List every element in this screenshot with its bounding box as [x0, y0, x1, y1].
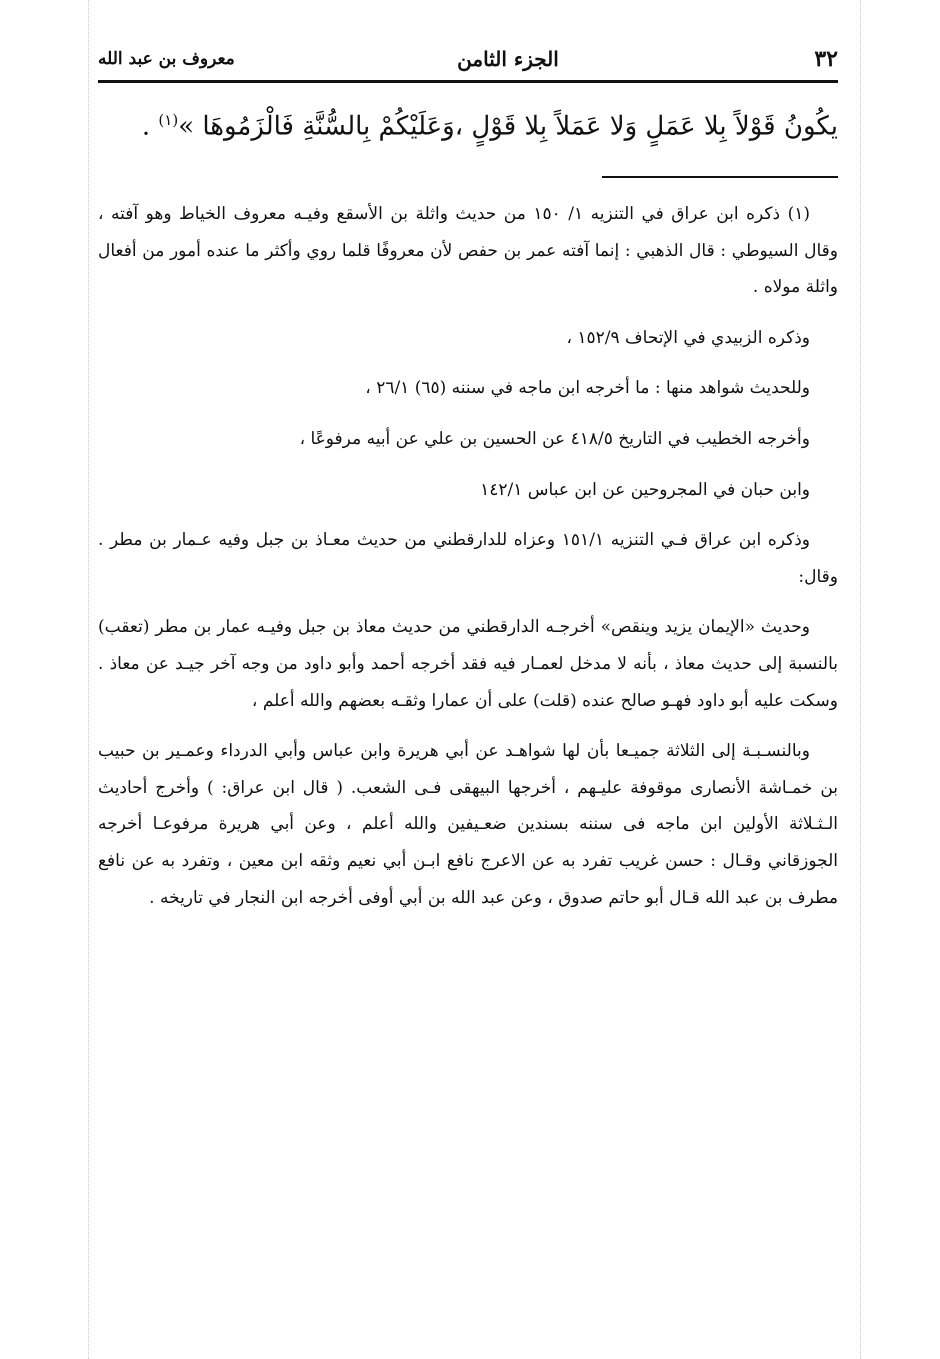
footnote-paragraph: وذكره ابن عراق فـي التنزيه ١٥١/١ وعزاه للدارقطني من حديث معـاذ بن جبل وفيه عـمار بن مطر . وقال:: [98, 530, 838, 587]
footnote-marker: (١): [158, 111, 179, 129]
footnote-paragraph: وابن حبان في المجروحين عن ابن عباس ١٤٢/١: [480, 479, 810, 500]
footnote-separator: [602, 176, 838, 178]
page-number: ٣٢: [814, 46, 838, 72]
part-title: الجزء الثامن: [457, 47, 559, 71]
margin-dotted-line-left: [88, 0, 89, 1359]
main-text-line: يكُونُ قَوْلاً بِلا عَمَلٍ وَلا عَمَلاً بِلا قَوْلٍ ،وَعَلَيْكُمْ بِالسُّنَّةِ فَالْزَمُوهَا »: [178, 111, 838, 142]
margin-dotted-line-right: [860, 0, 861, 1359]
main-text-end: .: [141, 111, 159, 142]
footnote-paragraph: وللحديث شواهد منها : ما أخرجه ابن ماجه في سننه (٦٥) ٢٦/١ ،: [365, 378, 810, 399]
footnote-paragraph: وذكره الزبيدي في الإتحاف ١٥٢/٩ ،: [566, 327, 810, 348]
main-text: [98, 95, 838, 152]
footnote-paragraph: (١) ذكره ابن عراق في التنزيه ١/ ١٥٠ من حديث واثلة بن الأسقع وفيـه معروف الخياط وهو آفته ، وقال السيوطي : قال الذهبي : إنما آفته عمر بن حفص لأن معروفًا قلما روي وأكثر ما عنده أمور من أفعال واثلة مولاه .: [98, 204, 838, 298]
footnote-paragraph: وبالنسـبـة إلى الثلاثة جميـعا بأن لها شواهـد عن أبي هريرة وابن عباس وأبي الدرداء وعمـير بن حبيب بن خمـاشة الأنصارى موقوفة عليـهم ، أخرجها البيهقى فـى الشعب. ( قال ابن عراق: ) وأخرج أحاديث الـثـلاثة الأولين ابن ماجه فى سننه بسندين ضعـيفين والله أعلم ، وعن أبي هريرة مرفوعـا أخرجه الجوزقاني وقـال : حسن غريب تفرد به عن الاعرج نافع ابـن أبي نعيم وثقه ابن معين ، وتفرد به عن نافع مطرف بن عبد الله قـال أبو حاتم صدوق ، وعن عبد الله بن أبي أوفى أخرجه ابن النجار في تاريخه .: [98, 741, 838, 908]
footnote-paragraph: وحديث «الإيمان يزيد وينقص» أخرجـه الدارقطني من حديث معاذ بن جبل وفيـه عمار بن مطر (تعقب) بالنسبة إلى حديث معاذ ، بأنه لا مدخل لعمـار فيه فقد أخرجه أحمد وأبو داود من وجه آخر جيـد عن معاذ . وسكت عليه أبو داود فهـو صالح عنده (قلت) على أن عمارا وثقـه بعضهم والله أعلم ،: [98, 617, 838, 711]
running-header: [98, 38, 838, 83]
footnotes: [98, 196, 838, 916]
author-name: معروف بن عبد الله: [98, 49, 235, 69]
footnote-paragraph: وأخرجه الخطيب في التاريخ ٤١٨/٥ عن الحسين بن علي عن أبيه مرفوعًا ،: [299, 428, 810, 449]
